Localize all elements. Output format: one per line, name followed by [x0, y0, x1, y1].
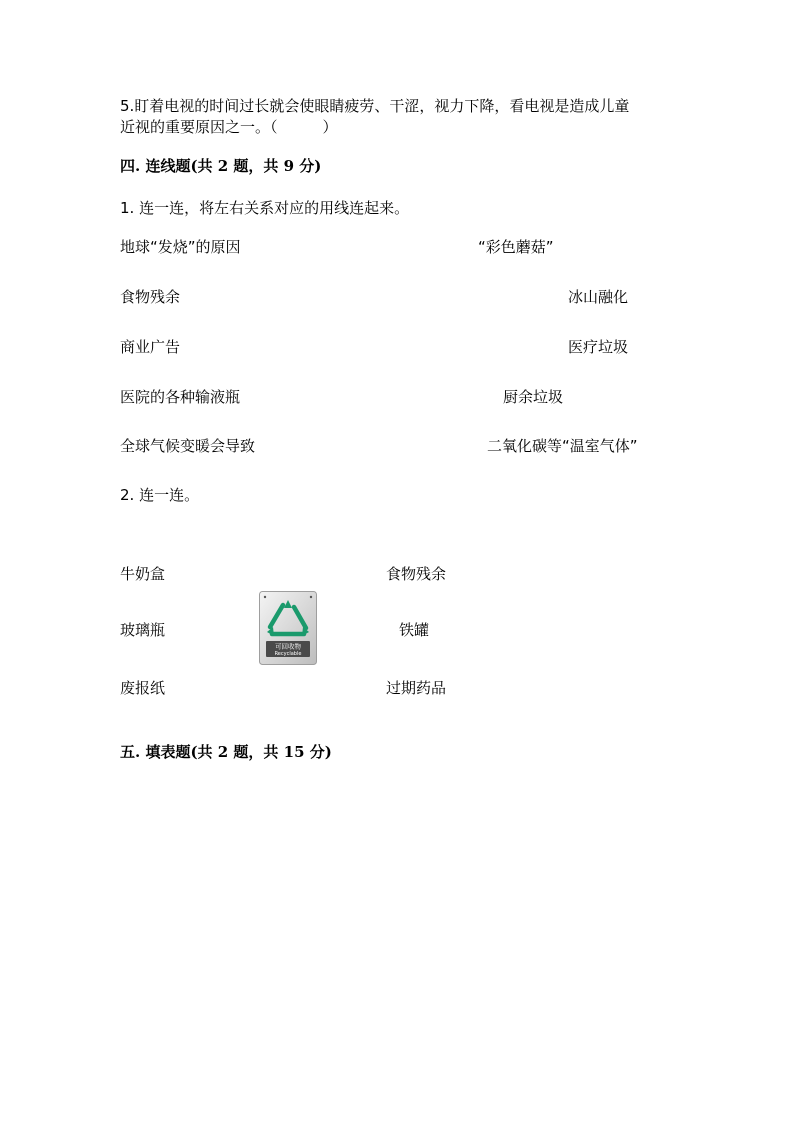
matching-1-right-item: 厨余垃圾	[503, 388, 564, 406]
question-5-line-1: 5.盯着电视的时间过长就会使眼睛疲劳、干涩，视力下降，看电视是造成儿童	[120, 97, 630, 115]
matching-1-left-item: 地球“发烧”的原因	[120, 238, 241, 256]
sign-label-en: Recyclable	[274, 651, 302, 657]
matching-1-left-item: 医院的各种输液瓶	[120, 388, 241, 406]
question-5-line-2: 近视的重要原因之一。（ ）	[120, 118, 338, 136]
question-5	[120, 96, 629, 138]
recycle-icon	[259, 591, 317, 665]
matching-1-left-item: 全球气候变暖会导致	[120, 437, 256, 455]
recyclable-sign	[259, 591, 317, 665]
section-5-title: 五. 填表题(共 2 题，共 15 分)	[120, 743, 332, 761]
matching-2-left-item: 玻璃瓶	[120, 621, 166, 639]
matching-1-right-item: “彩色蘑菇”	[478, 238, 554, 256]
matching-2-left-item: 废报纸	[120, 679, 166, 697]
matching-2-left-item: 牛奶盒	[120, 565, 166, 583]
matching-1-right-item: 医疗垃圾	[568, 338, 629, 356]
matching-2-prompt: 2. 连一连。	[120, 486, 200, 504]
matching-1-right-item: 冰山融化	[568, 288, 629, 306]
matching-2-right-item: 过期药品	[386, 679, 447, 697]
matching-2-right-item: 食物残余	[386, 565, 447, 583]
matching-1-prompt: 1. 连一连，将左右关系对应的用线连起来。	[120, 199, 410, 217]
matching-1-right-item: 二氧化碳等“温室气体”	[487, 437, 638, 455]
matching-1-left-item: 商业广告	[120, 338, 181, 356]
matching-2-right-item: 铁罐	[399, 621, 430, 639]
sign-label-cn: 可回收物	[275, 642, 301, 651]
section-4-title: 四. 连线题(共 2 题，共 9 分)	[120, 157, 322, 175]
matching-1-left-item: 食物残余	[120, 288, 181, 306]
